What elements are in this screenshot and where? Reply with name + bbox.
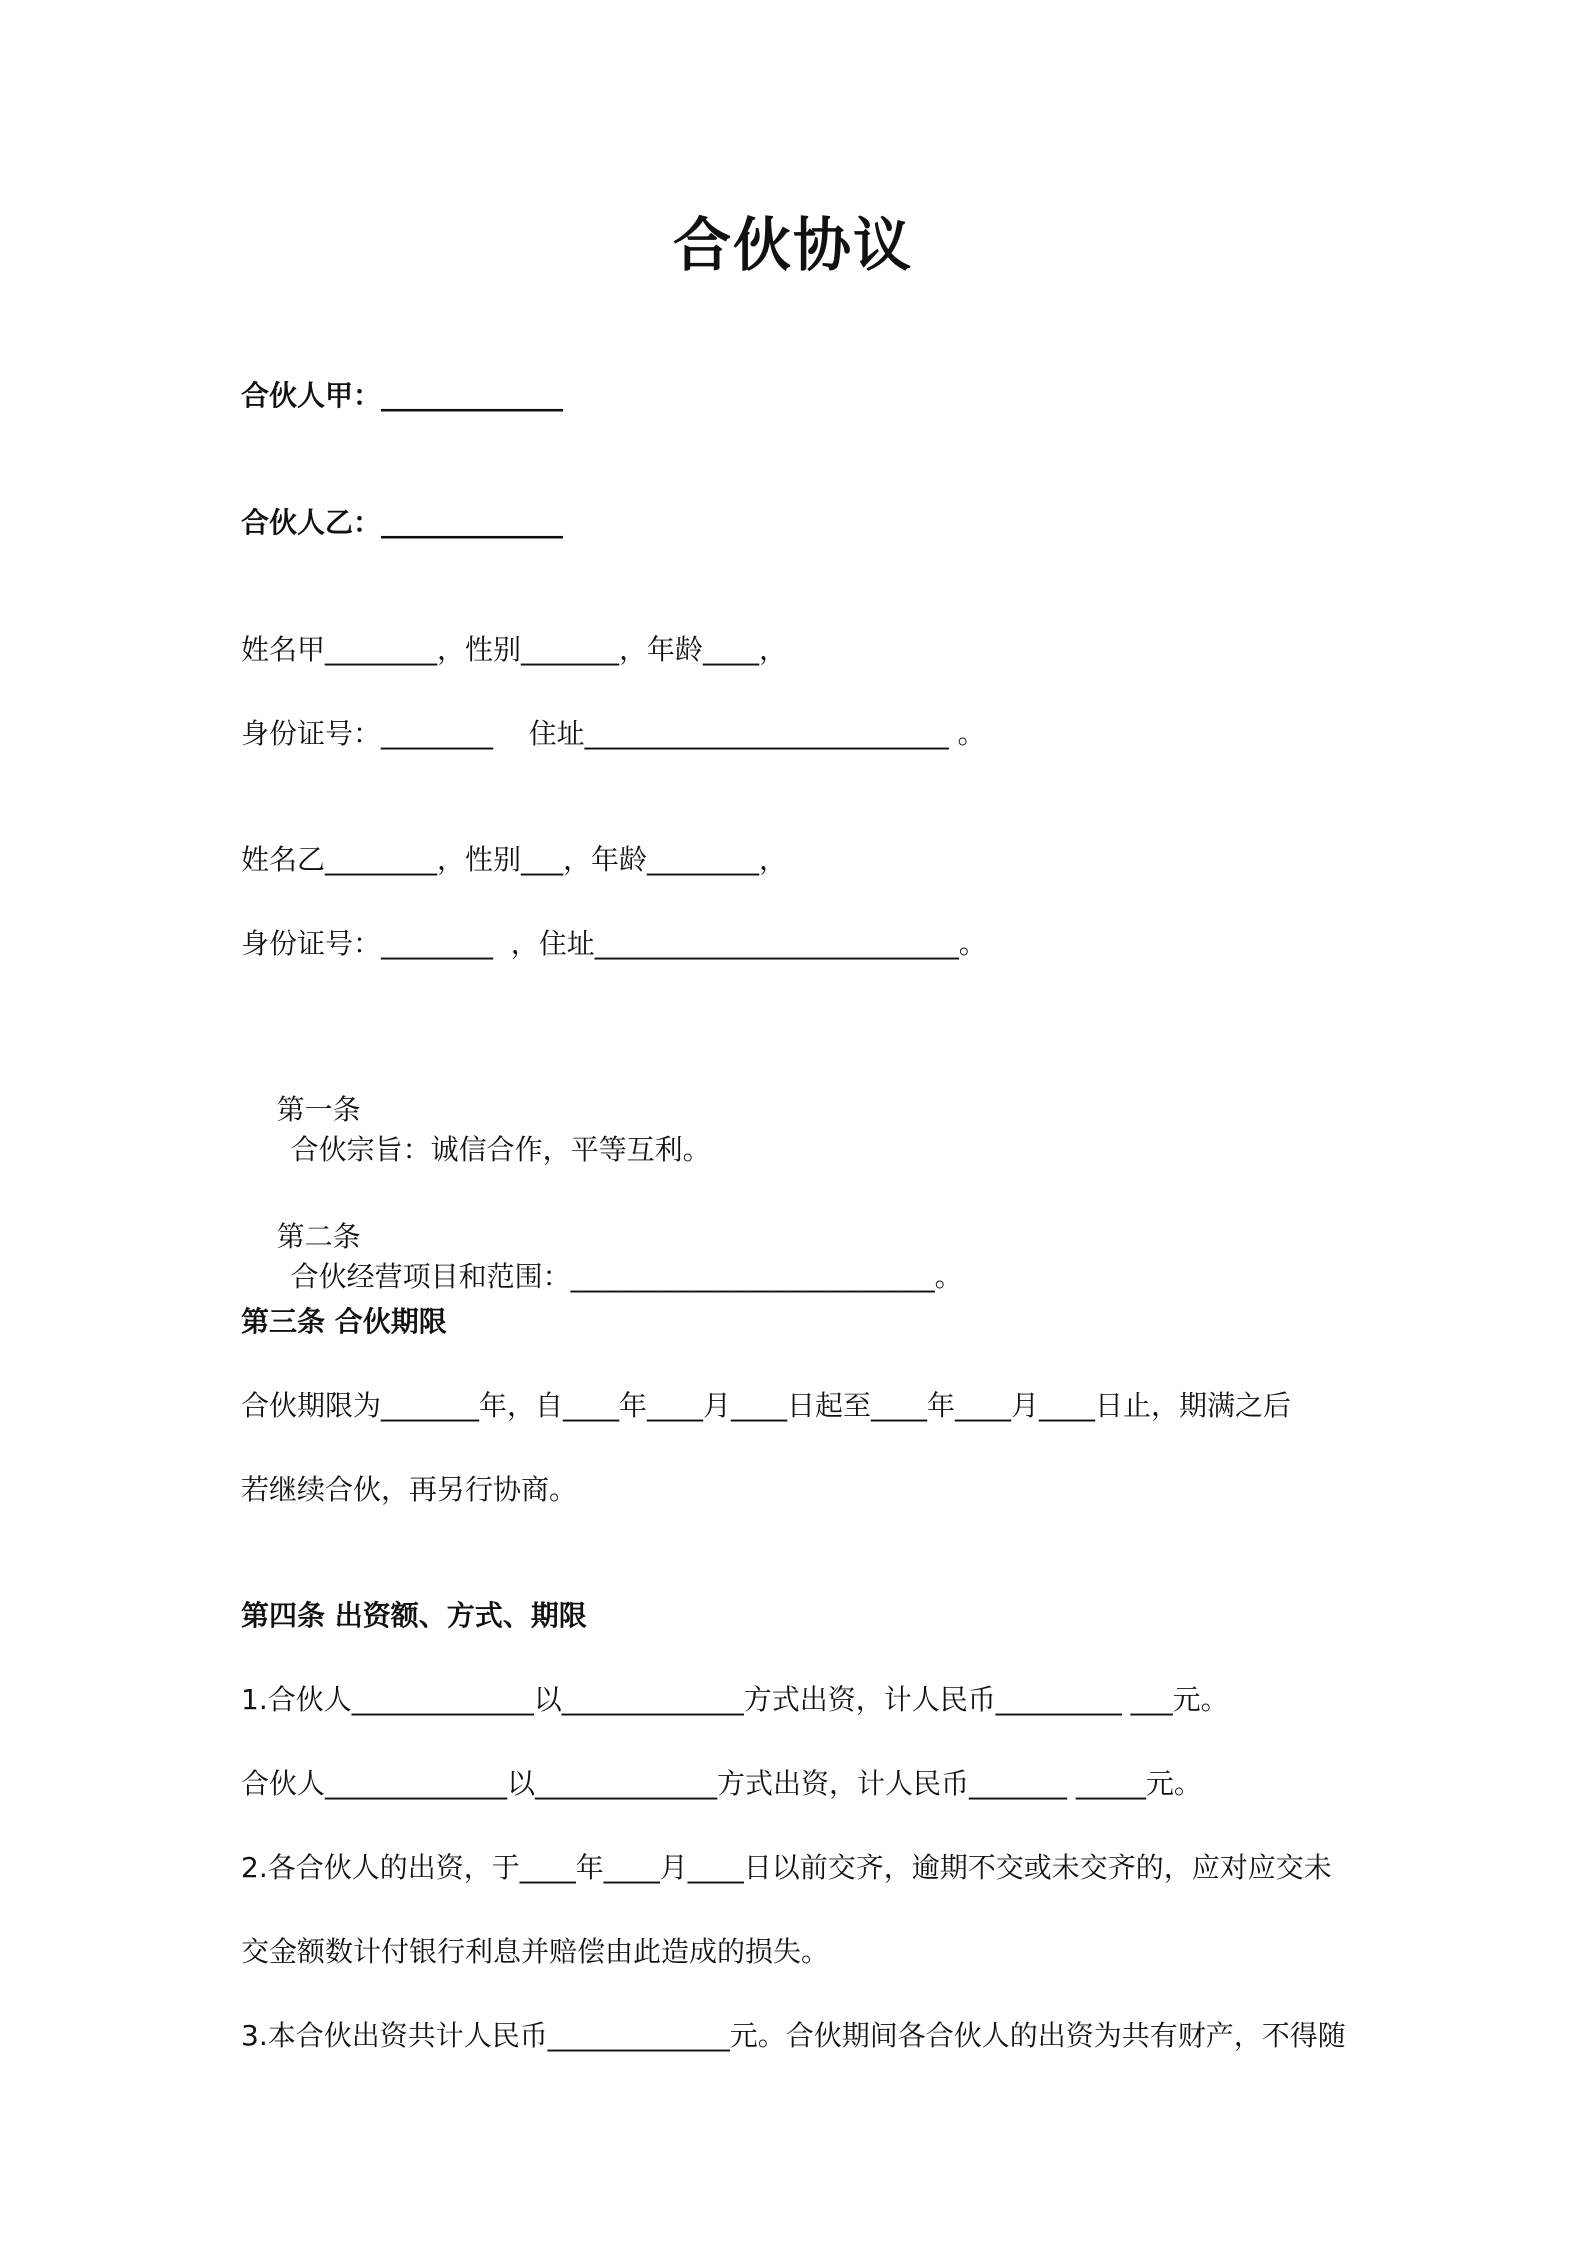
article-3-paragraph-1: 合伙期限为_______年，自____年____月____日起至____年____月____日止，期满之后: [241, 1389, 1292, 1422]
party-b-id-address-line: 身份证号：________ ，住址__________________________。: [241, 927, 987, 960]
document-title: 合伙协议: [672, 211, 913, 279]
article-1-body: 合伙宗旨：诚信合作，平等互利。: [290, 1133, 711, 1166]
article-1-label: 第一条: [276, 1093, 361, 1126]
article-4-heading: 第四条 出资额、方式、期限: [241, 1599, 587, 1632]
article-3-heading: 第三条 合伙期限: [241, 1305, 447, 1338]
article-3-paragraph-2: 若继续合伙，再另行协商。: [241, 1473, 578, 1506]
article-4-item-2a: 2.各合伙人的出资，于____年____月____日以前交齐，逾期不交或未交齐的，应对应交未: [241, 1851, 1332, 1884]
party-a-name-line: 姓名甲________，性别_______，年龄____，: [241, 633, 788, 666]
partner-b-line: 合伙人乙：_____________: [241, 506, 564, 539]
article-4-item-2b: 交金额数计付银行利息并赔偿由此造成的损失。: [241, 1935, 830, 1968]
article-4-item-1a: 1.合伙人_____________以_____________方式出资，计人民币_________ ___元。: [241, 1683, 1229, 1716]
article-2-label: 第二条: [276, 1220, 361, 1253]
article-2-body: 合伙经营项目和范围：__________________________。: [290, 1260, 963, 1293]
article-4-item-1b: 合伙人_____________以_____________方式出资，计人民币_______ _____元。: [241, 1767, 1202, 1800]
party-a-id-address-line: 身份证号：________ 住址__________________________ 。: [241, 717, 986, 750]
article-4-item-3a: 3.本合伙出资共计人民币_____________元。合伙期间各合伙人的出资为共有财产，不得随: [241, 2019, 1346, 2052]
party-b-name-line: 姓名乙________，性别___，年龄________，: [241, 843, 788, 876]
partner-a-line: 合伙人甲：_____________: [241, 379, 564, 412]
